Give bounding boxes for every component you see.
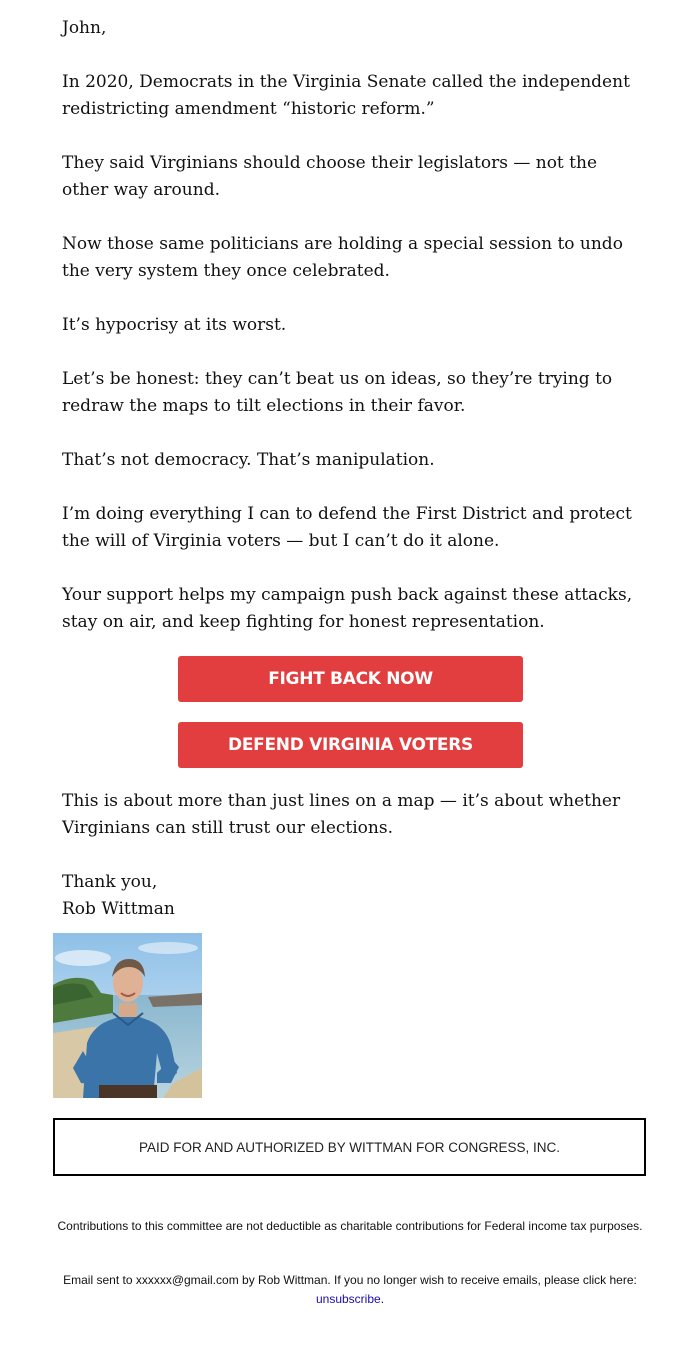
defend-virginia-voters-button[interactable]: DEFEND VIRGINIA VOTERS — [178, 722, 523, 768]
paragraph-3: Now those same politicians are holding a special session to undo the very system they once celebrated. — [62, 234, 623, 281]
paragraph-2: They said Virginians should choose their legislators — not the other way around. — [62, 153, 598, 200]
fight-back-now-button[interactable]: FIGHT BACK NOW — [178, 656, 523, 702]
paragraph-7: I’m doing everything I can to defend the First District and protect the will of Virginia voters — but I can’t do it alone. — [62, 504, 632, 551]
email-sent-notice — [55, 1271, 645, 1309]
candidate-photo — [53, 933, 202, 1098]
unsubscribe-period: . — [380, 1292, 385, 1306]
greeting: John, — [62, 18, 107, 38]
closing-paragraph: This is about more than just lines on a map — it’s about whether Virginians can still trust our elections. — [62, 791, 621, 838]
paragraph-5: Let’s be honest: they can’t beat us on ideas, so they’re trying to redraw the maps to tilt elections in their favor. — [62, 369, 613, 416]
candidate-photo-illustration — [53, 933, 202, 1098]
paid-for-disclaimer — [53, 1118, 646, 1176]
paragraph-6: That’s not democracy. That’s manipulation. — [62, 450, 435, 470]
paragraph-1: In 2020, Democrats in the Virginia Senate called the independent redistricting amendment “historic reform.” — [62, 72, 630, 119]
paragraph-4: It’s hypocrisy at its worst. — [62, 315, 287, 335]
contributions-notice: Contributions to this committee are not deductible as charitable contributions for Federal income tax purposes. — [57, 1219, 643, 1233]
paragraph-8: Your support helps my campaign push back against these attacks, stay on air, and keep fighting for honest representation. — [62, 585, 633, 632]
signoff: Thank you, — [62, 872, 158, 892]
signature: Rob Wittman — [62, 899, 175, 919]
email-sent-text: Email sent to xxxxxx@gmail.com by Rob Wittman. If you no longer wish to receive emails, please click here: — [63, 1273, 637, 1287]
unsubscribe-link[interactable]: unsubscribe — [315, 1292, 381, 1306]
paid-for-text: PAID FOR AND AUTHORIZED BY WITTMAN FOR CONGRESS, INC. — [138, 1139, 561, 1155]
